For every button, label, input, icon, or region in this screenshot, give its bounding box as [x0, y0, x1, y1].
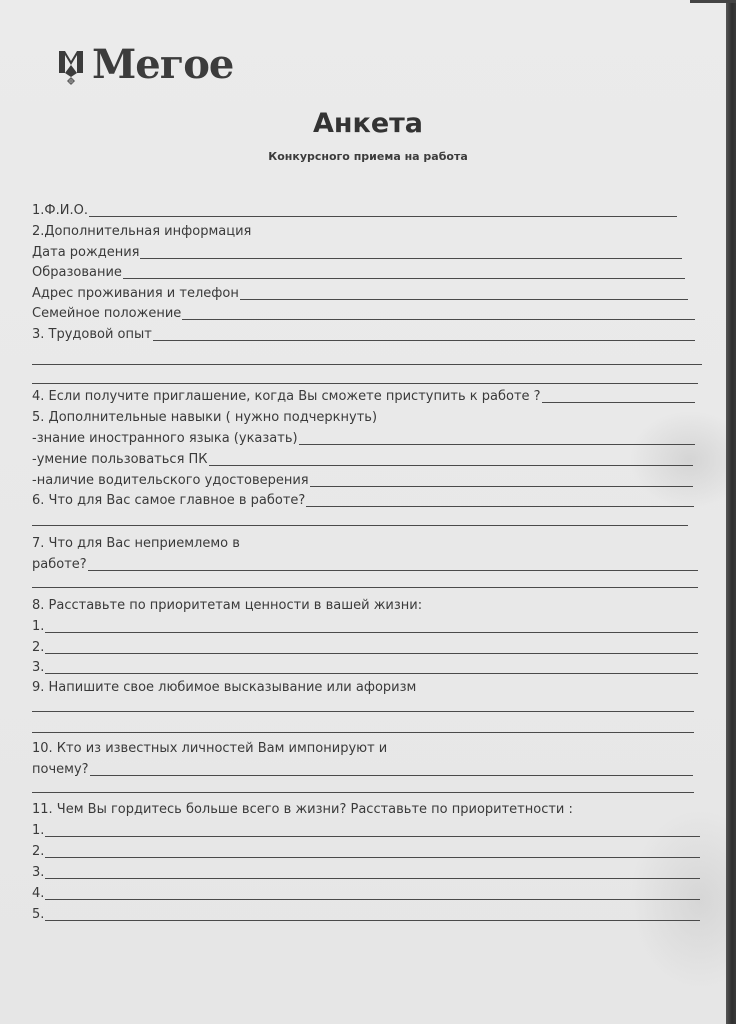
section-life-values — [32, 595, 532, 615]
answer-line[interactable] — [45, 878, 700, 879]
answer-line[interactable] — [45, 857, 700, 858]
field-admired-people[interactable] — [32, 759, 693, 779]
answer-line-extra[interactable] — [32, 732, 694, 733]
field-value-1[interactable] — [32, 616, 698, 636]
answer-line-extra[interactable] — [32, 711, 694, 712]
question-unacceptable — [32, 533, 432, 553]
field-proud-5[interactable] — [32, 904, 700, 924]
field-proud-3[interactable] — [32, 862, 700, 882]
answer-line[interactable] — [45, 673, 698, 674]
answer-line[interactable] — [88, 570, 698, 571]
section-extra-skills — [32, 407, 532, 427]
answer-line[interactable] — [209, 465, 693, 466]
field-label: 6. Что для Вас самое главное в работе? — [32, 493, 306, 508]
field-label: -умение пользоваться ПК — [32, 452, 208, 467]
field-label: 9. Напишите свое любимое высказывание или афоризм — [32, 680, 417, 695]
answer-line-extra[interactable] — [32, 364, 702, 365]
field-value-2[interactable] — [32, 637, 698, 657]
field-label: 7. Что для Вас неприемлемо в — [32, 536, 240, 551]
item-number: 1. — [32, 823, 45, 838]
answer-line[interactable] — [45, 632, 698, 633]
field-label: Адрес проживания и телефон — [32, 286, 239, 301]
field-proud-4[interactable] — [32, 883, 700, 903]
answer-line[interactable] — [310, 486, 693, 487]
item-number: 2. — [32, 844, 45, 859]
company-logo — [56, 40, 233, 90]
answer-line[interactable] — [299, 444, 695, 445]
field-label: почему? — [32, 762, 89, 777]
field-value-3[interactable] — [32, 657, 698, 677]
field-label: Образование — [32, 265, 122, 280]
question-admired-people — [32, 738, 532, 758]
field-label: Семейное положение — [32, 306, 182, 321]
section-heading: 2.Дополнительная информация — [32, 224, 252, 239]
answer-line[interactable] — [90, 775, 693, 776]
field-birth-date[interactable] — [32, 242, 682, 262]
field-foreign-language[interactable] — [32, 428, 695, 448]
field-label: 3. Трудовой опыт — [32, 327, 152, 342]
field-work-experience[interactable] — [32, 324, 695, 344]
answer-line[interactable] — [240, 299, 688, 300]
question-favorite-quote — [32, 677, 532, 697]
field-label: 4. Если получите приглашение, когда Вы сможете приступить к работе ? — [32, 389, 541, 404]
section-additional-info — [32, 221, 432, 241]
answer-line-extra[interactable] — [32, 792, 694, 793]
section-heading: 5. Дополнительные навыки ( нужно подчеркнуть) — [32, 410, 378, 425]
field-driver-license[interactable] — [32, 470, 693, 490]
section-heading: 11. Чем Вы гордитесь больше всего в жизни? Расставьте по приоритетности : — [32, 802, 573, 817]
field-pc-skills[interactable] — [32, 449, 693, 469]
answer-line[interactable] — [45, 653, 698, 654]
field-start-date[interactable] — [32, 386, 695, 406]
answer-line-extra[interactable] — [32, 525, 688, 526]
field-label: работе? — [32, 557, 87, 572]
item-number: 3. — [32, 865, 45, 880]
answer-line[interactable] — [45, 899, 700, 900]
form-subtitle: Конкурсного приема на работа — [268, 150, 468, 163]
field-label: -наличие водительского удостоверения — [32, 473, 309, 488]
answer-line-extra[interactable] — [32, 587, 698, 588]
answer-line[interactable] — [45, 836, 700, 837]
field-label: 1.Ф.И.О. — [32, 203, 88, 218]
field-full-name[interactable] — [32, 200, 677, 220]
section-heading: 8. Расставьте по приоритетам ценности в вашей жизни: — [32, 598, 423, 613]
item-number: 2. — [32, 640, 45, 655]
form-title: Анкета — [312, 108, 424, 139]
field-label: Дата рождения — [32, 245, 140, 260]
field-address-phone[interactable] — [32, 283, 688, 303]
answer-line[interactable] — [153, 340, 695, 341]
item-number: 5. — [32, 907, 45, 922]
logo-wordmark: Мегое — [92, 41, 234, 88]
field-label: -знание иностранного языка (указать) — [32, 431, 298, 446]
item-number: 3. — [32, 660, 45, 675]
field-education[interactable] — [32, 262, 685, 282]
answer-line[interactable] — [306, 506, 694, 507]
answer-line[interactable] — [182, 319, 695, 320]
field-proud-1[interactable] — [32, 820, 700, 840]
scan-edge-top — [690, 0, 736, 3]
item-number: 1. — [32, 619, 45, 634]
answer-line[interactable] — [542, 402, 695, 403]
field-work-priority[interactable] — [32, 490, 694, 510]
answer-line[interactable] — [89, 216, 677, 217]
field-label: 10. Кто из известных личностей Вам импонируют и — [32, 741, 388, 756]
answer-line-extra[interactable] — [32, 383, 698, 384]
field-unacceptable[interactable] — [32, 554, 698, 574]
section-proud-of — [32, 799, 632, 819]
field-proud-2[interactable] — [32, 841, 700, 861]
answer-line[interactable] — [45, 920, 700, 921]
item-number: 4. — [32, 886, 45, 901]
field-marital-status[interactable] — [32, 303, 695, 323]
meroe-monogram-icon — [56, 43, 86, 87]
answer-line[interactable] — [123, 278, 685, 279]
answer-line[interactable] — [140, 258, 682, 259]
